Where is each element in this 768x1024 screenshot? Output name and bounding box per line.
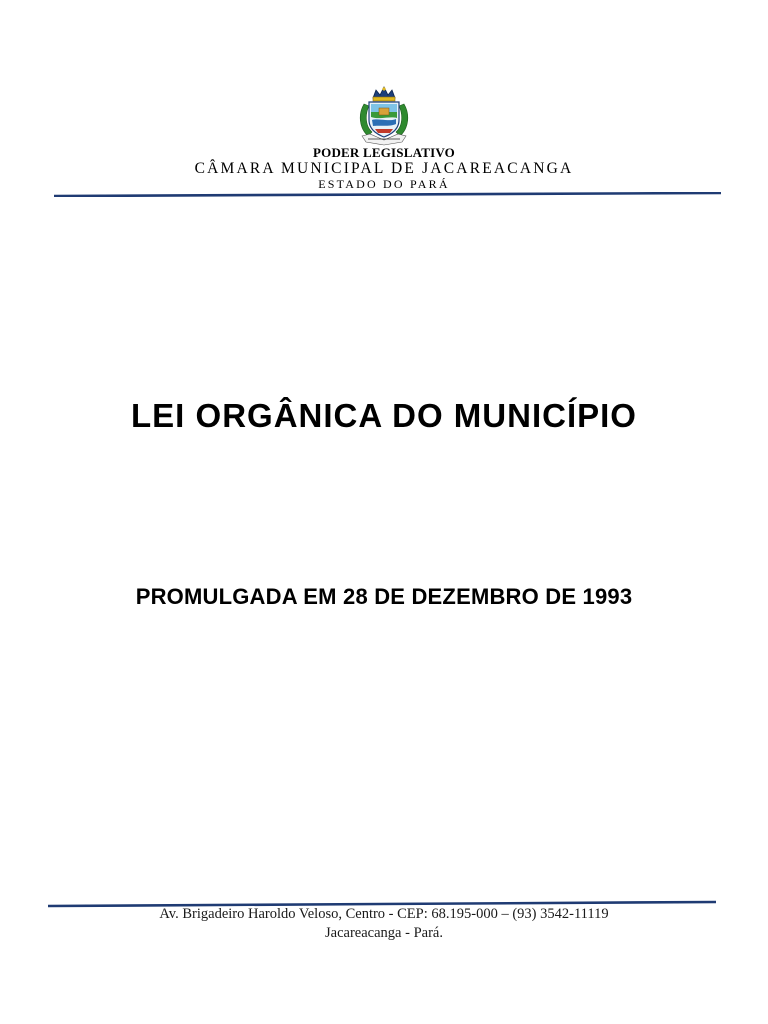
footer-address: Av. Brigadeiro Haroldo Veloso, Centro - CEP: 68.195-000 – (93) 3542-11119 <box>159 906 609 922</box>
footer-city: Jacareacanga - Pará. <box>325 925 443 941</box>
letterhead <box>0 84 768 191</box>
legislative-power-label: PODER LEGISLATIVO <box>313 145 455 160</box>
document-title: LEI ORGÂNICA DO MUNICÍPIO <box>131 397 637 434</box>
promulgation-date: PROMULGADA EM 28 DE DEZEMBRO DE 1993 <box>135 584 633 609</box>
state-name: ESTADO DO PARÁ <box>318 177 450 191</box>
coat-of-arms-icon <box>354 84 414 146</box>
chamber-name: CÂMARA MUNICIPAL DE JACAREACANGA <box>194 160 574 177</box>
footer <box>0 905 768 943</box>
header-divider <box>54 192 721 197</box>
